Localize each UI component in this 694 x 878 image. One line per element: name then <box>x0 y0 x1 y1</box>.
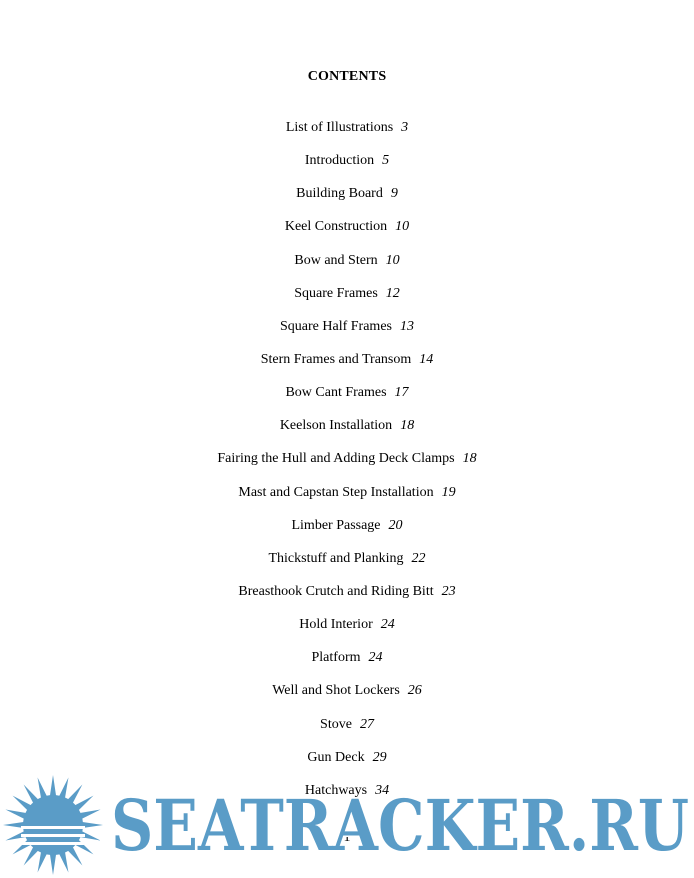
toc-entry-title: Well and Shot Lockers <box>272 683 400 699</box>
toc-entry[interactable] <box>0 252 694 285</box>
toc-entry[interactable] <box>0 318 694 351</box>
toc-entry-title: Introduction <box>304 153 375 169</box>
toc-entry-page: 10 <box>395 219 410 235</box>
toc-entry-page: 13 <box>399 318 414 334</box>
toc-entry[interactable] <box>0 649 694 682</box>
toc-entry[interactable] <box>0 119 694 152</box>
toc-entry-title: Stove <box>320 716 352 732</box>
toc-entry-title: Keelson Installation <box>279 418 393 434</box>
toc-entry-title: Platform <box>311 650 361 666</box>
toc-entry-title: Breasthook Crutch and Riding Bitt <box>238 583 434 599</box>
toc-entry[interactable] <box>0 185 694 218</box>
toc-entry[interactable] <box>0 782 694 815</box>
toc-entry-title: Square Half Frames <box>280 318 392 334</box>
toc-entry-page: 22 <box>411 550 426 566</box>
toc-entry-title: Bow Cant Frames <box>285 385 387 401</box>
toc-entry[interactable] <box>0 716 694 749</box>
toc-entry[interactable] <box>0 351 694 384</box>
toc-entry-title: List of Illustrations <box>285 120 394 135</box>
toc-entry-page: 17 <box>394 385 409 401</box>
toc-entry-page: 12 <box>385 285 400 301</box>
toc-entry[interactable] <box>0 218 694 251</box>
page-number: 1 <box>343 830 351 845</box>
toc-entry[interactable] <box>0 682 694 715</box>
toc-entry-title: Hatchways <box>304 782 368 798</box>
toc-entry-title: Bow and Stern <box>294 252 378 268</box>
toc-entry-title: Square Frames <box>294 285 378 301</box>
toc-entry-page: 27 <box>359 716 374 732</box>
toc-entry-page: 14 <box>419 351 434 367</box>
toc-entry[interactable] <box>0 450 694 483</box>
toc-entry[interactable] <box>0 484 694 517</box>
toc-entry-title: Building Board <box>296 186 383 202</box>
toc-entry-page: 3 <box>401 120 409 135</box>
toc-entry-page: 18 <box>400 418 415 434</box>
toc-entry-page: 29 <box>372 749 387 765</box>
toc-entry-page: 24 <box>380 617 395 633</box>
toc-entry[interactable] <box>0 152 694 185</box>
toc-entry[interactable] <box>0 616 694 649</box>
toc-entry-page: 5 <box>382 153 390 169</box>
toc-entry[interactable] <box>0 517 694 550</box>
toc-entry[interactable] <box>0 384 694 417</box>
toc-entry-page: 34 <box>375 782 390 798</box>
toc-entry[interactable] <box>0 550 694 583</box>
toc-entry[interactable] <box>0 285 694 318</box>
toc-entry-page: 9 <box>390 186 398 202</box>
svg-text:SEATRACKER.RU: SEATRACKER.RU <box>111 788 689 862</box>
toc-entry-page: 26 <box>407 683 422 699</box>
toc-entry-page: 20 <box>388 517 403 533</box>
toc-entry[interactable] <box>0 417 694 450</box>
toc-entry-title: Hold Interior <box>299 617 373 633</box>
toc-entry[interactable] <box>0 749 694 782</box>
toc-entry-title: Fairing the Hull and Adding Deck Clamps <box>217 451 455 467</box>
toc-entry-title: Stern Frames and Transom <box>260 351 412 367</box>
toc-entry-page: 23 <box>441 583 456 599</box>
toc-list <box>0 119 694 815</box>
toc-entry-page: 19 <box>441 484 456 500</box>
toc-entry-page: 10 <box>385 252 400 268</box>
page-title: CONTENTS <box>307 69 387 84</box>
toc-entry-title: Limber Passage <box>291 517 381 533</box>
toc-entry[interactable] <box>0 583 694 616</box>
toc-entry-page: 24 <box>368 650 383 666</box>
toc-entry-page: 18 <box>462 451 477 467</box>
toc-entry-title: Gun Deck <box>307 749 365 765</box>
toc-entry-title: Mast and Capstan Step Installation <box>238 484 434 500</box>
toc-entry-title: Thickstuff and Planking <box>268 550 404 566</box>
toc-entry-title: Keel Construction <box>284 219 388 235</box>
